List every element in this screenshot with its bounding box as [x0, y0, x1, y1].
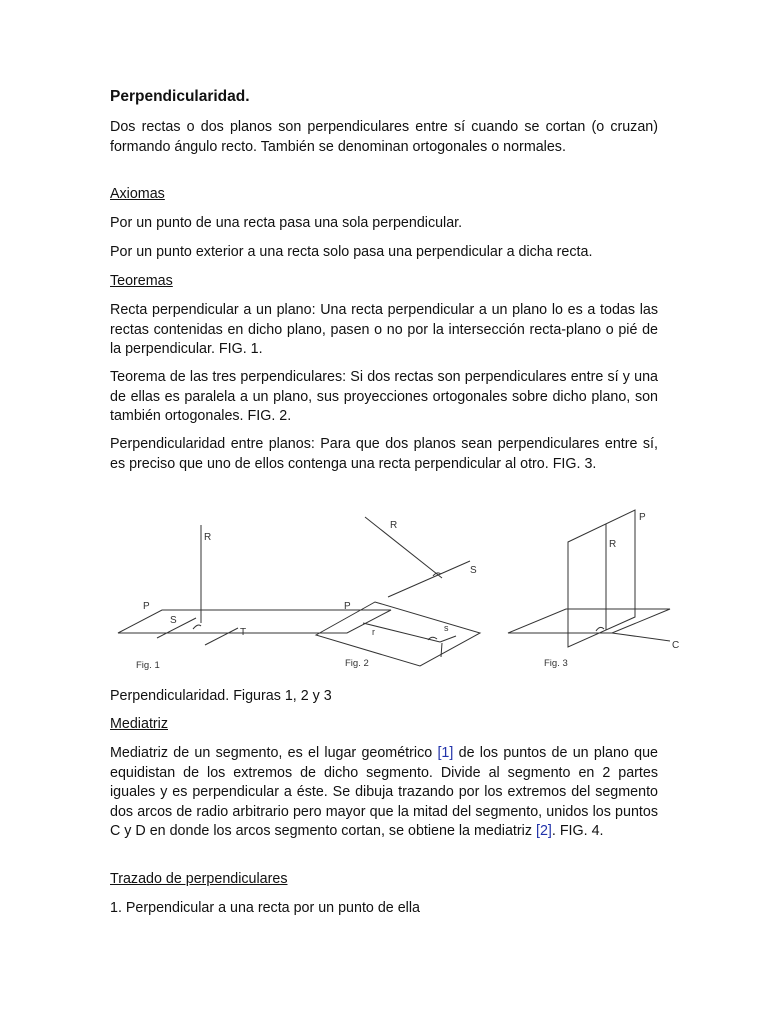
fig-1-line-t [205, 628, 238, 645]
fig-1-label-t: T [240, 627, 247, 638]
fig-3-drawing [508, 510, 670, 647]
teorema-3: Perpendicularidad entre planos: Para que dos planos sean perpendiculares entre sí, es preciso que uno de ellos contenga una recta perpendicular al otro. FIG. 3. [110, 436, 658, 472]
fig-2-edge [441, 643, 442, 657]
fig-3-label-r: R [609, 539, 617, 550]
teorema-1: Recta perpendicular a un plano: Una recta perpendicular a un plano lo es a todas las rectas contenidas en dicho plano, pasen o no por la intersección recta-plano o pié de la perpendicular. FIG. 1. [110, 302, 658, 357]
intro-paragraph: Dos rectas o dos planos son perpendiculares entre sí cuando se cortan (o cruzan) formando ángulo recto. También se denominan ortogonales o normales. [110, 119, 658, 155]
fig-1-caption: Fig. 1 [136, 660, 160, 671]
fig-3-right-angle-arc [596, 627, 604, 631]
fig-1-right-angle-arc [193, 625, 201, 629]
fig-1-label-p: P [143, 601, 150, 612]
fig-3-plane-vertical [568, 510, 635, 647]
fig-1-plane [118, 610, 391, 633]
fig-2-proj-s [440, 636, 456, 642]
axiom-2: Por un punto exterior a una recta solo pasa una perpendicular a dicha recta. [110, 244, 593, 260]
fig-2-label-s-line: S [470, 565, 477, 576]
fig-2-drawing [316, 517, 480, 666]
fig-2-label-r-proj: r [372, 627, 375, 637]
fig-1-label-r: R [204, 532, 212, 543]
fig-3-caption: Fig. 3 [544, 658, 568, 669]
fig-1-label-s: S [170, 615, 177, 626]
teoremas-heading: Teoremas [110, 273, 173, 289]
mediatriz-text-1: Mediatriz de un segmento, es el lugar geométrico [110, 745, 438, 761]
mediatriz-paragraph [110, 744, 658, 842]
figures-caption: Perpendicularidad. Figuras 1, 2 y 3 [110, 688, 332, 704]
fig-3-plane-horizontal [508, 609, 670, 633]
fig-2-caption: Fig. 2 [345, 658, 369, 669]
fig-2-plane [316, 602, 480, 666]
fig-3-label-c: C [672, 640, 680, 651]
fig-2-label-s-proj: s [444, 623, 449, 633]
fig-2-line-s [388, 561, 470, 597]
trazado-heading: Trazado de perpendiculares [110, 871, 288, 887]
fig-2-label-r: R [390, 520, 398, 531]
fig-3-line-c [612, 633, 670, 641]
teorema-2: Teorema de las tres perpendiculares: Si dos rectas son perpendiculares entre sí y una de ellas es paralela a un plano, sus proyecciones ortogonales sobre dicho plano, son también ortogonales. FIG. 2. [110, 369, 658, 424]
figures-diagram [100, 505, 690, 680]
mediatriz-text-2: de los puntos de un plano que equidistan de los extremos de dicho segmento. Divide al segmento en 2 partes iguales y es perpendicular a éste. Se dibuja trazando por los extremos del segmento dos arcos de radio arbitrario pero mayor que la mitad del segmento, unidos los puntos C y D en donde los arcos segmento cortan, se obtiene la mediatriz [110, 745, 658, 839]
fig-2-line-r [365, 517, 442, 578]
axiomas-heading: Axiomas [110, 186, 165, 202]
mediatriz-text-3: . FIG. 4. [551, 823, 604, 839]
axiom-1: Por un punto de una recta pasa una sola perpendicular. [110, 215, 463, 231]
fig-2-label-p: P [344, 601, 351, 612]
reference-link-2[interactable]: [2] [535, 823, 552, 839]
fig-1-drawing [118, 525, 391, 645]
reference-link-1[interactable]: [1] [437, 745, 454, 761]
fig-3-label-p: P [639, 512, 646, 523]
mediatriz-heading: Mediatriz [110, 716, 168, 732]
trazado-item-1: 1. Perpendicular a una recta por un punto de ella [110, 900, 420, 916]
page-title: Perpendicularidad. [110, 88, 250, 105]
